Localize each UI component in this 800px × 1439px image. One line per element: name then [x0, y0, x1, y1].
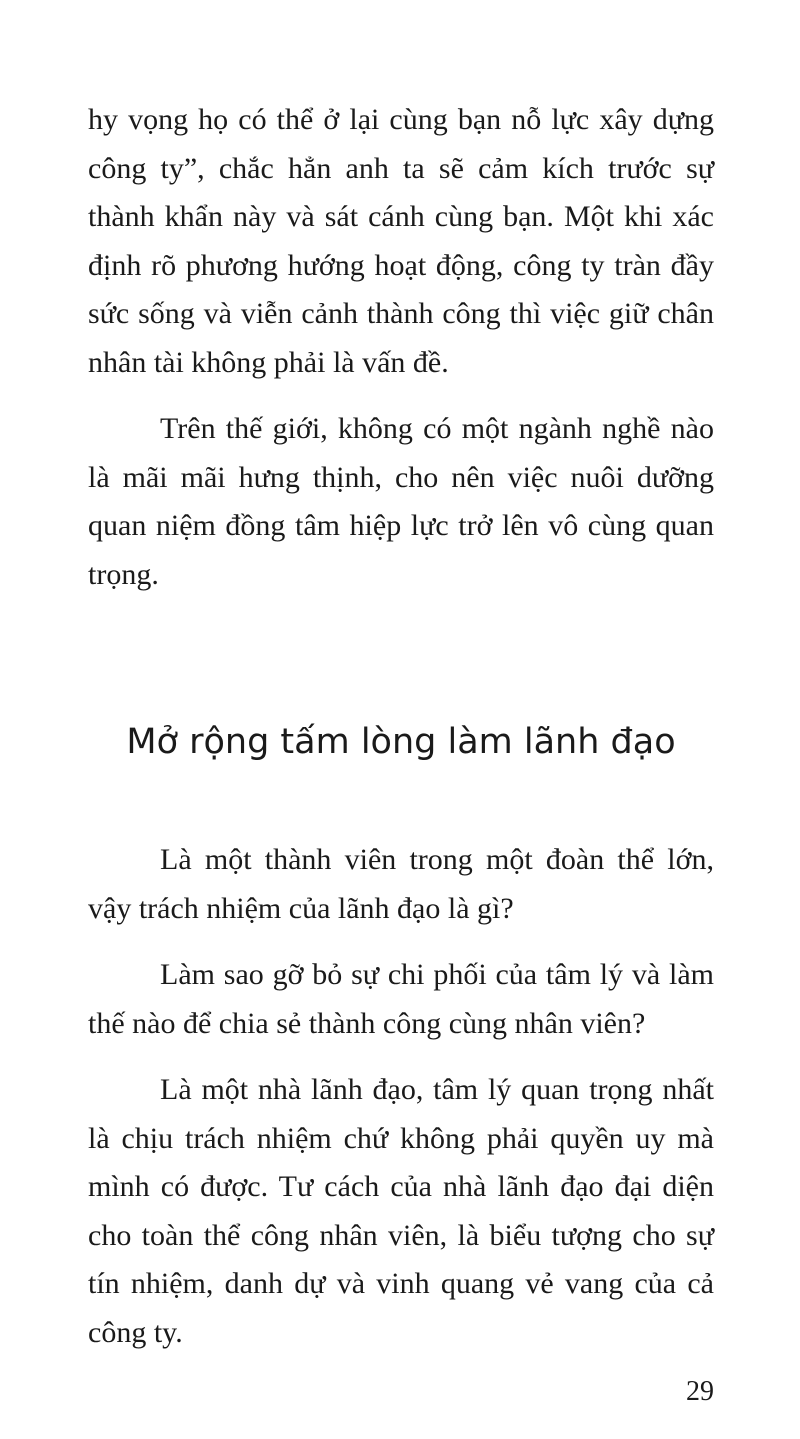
paragraph-question-responsibility: Là một thành viên trong một đoàn thể lớn, vậy trách nhiệm của lãnh đạo là gì? — [88, 843, 714, 925]
page-number: 29 — [686, 1376, 714, 1407]
paragraph-leader-mindset: Là một nhà lãnh đạo, tâm lý quan trọng nhất là chịu trách nhiệm chứ không phải quyền uy mà mình có được. Tư cách của nhà lãnh đạo đại diện cho toàn thể công nhân viên, là biểu tượng cho sự tín nhiệm, danh dự và vinh quang vẻ vang của cả công ty. — [88, 1073, 714, 1349]
section-heading: Mở rộng tấm lòng làm lãnh đạo — [126, 722, 676, 762]
paragraph-continuation: hy vọng họ có thể ở lại cùng bạn nỗ lực xây dựng công ty”, chắc hẳn anh ta sẽ cảm kích trước sự thành khẩn này và sát cánh cùng bạn. Một khi xác định rõ phương hướng hoạt động, công ty tràn đầy sức sống và viễn cảnh thành công thì việc giữ chân nhân tài không phải là vấn đề. — [88, 103, 714, 379]
body-text-section — [88, 836, 714, 1357]
body-text-top — [88, 96, 714, 599]
paragraph-industry: Trên thế giới, không có một ngành nghề nào là mãi mãi hưng thịnh, cho nên việc nuôi dưỡng quan niệm đồng tâm hiệp lực trở lên vô cùng quan trọng. — [88, 412, 714, 591]
paragraph-question-sharing: Làm sao gỡ bỏ sự chi phối của tâm lý và làm thế nào để chia sẻ thành công cùng nhân viên? — [88, 958, 714, 1040]
